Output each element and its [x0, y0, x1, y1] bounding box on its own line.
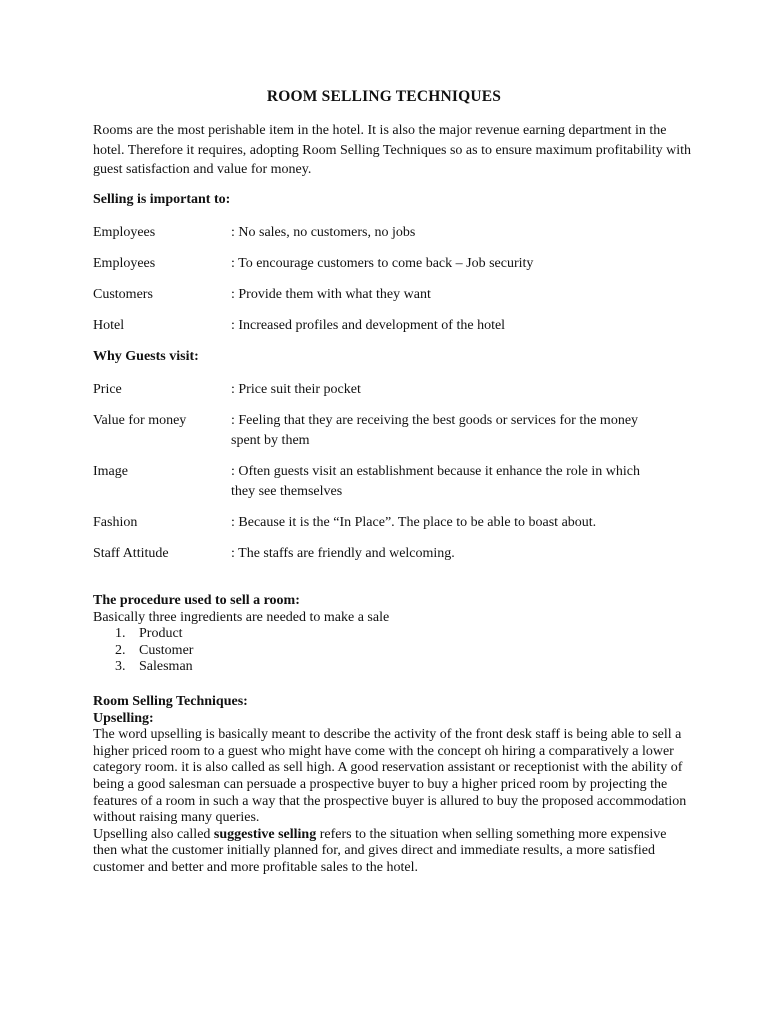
- list-item: [93, 659, 693, 676]
- selling-heading: Selling is important to:: [93, 192, 231, 207]
- selling-term: Employees: [93, 256, 156, 271]
- list-label: Product: [139, 626, 183, 642]
- why-desc: : Because it is the “In Place”. The place to be able to boast about.: [231, 515, 597, 530]
- selling-desc: : Increased profiles and development of the hotel: [231, 318, 506, 333]
- why-term: Fashion: [93, 515, 138, 530]
- list-item: [93, 643, 693, 660]
- page-title: ROOM SELLING TECHNIQUES: [266, 88, 502, 105]
- list-number: 3.: [115, 659, 126, 675]
- procedure-text: Basically three ingredients are needed to make a sale: [93, 609, 390, 625]
- why-desc: : The staffs are friendly and welcoming.: [231, 546, 455, 561]
- list-number: 1.: [115, 626, 126, 642]
- upselling-paragraph: The word upselling is basically meant to describe the activity of the front desk staff is being able to sell a higher priced room to a guest who might have come with the concept oh hiring a comparatively a lower category room. it is also called as sell high. A good reservation assistant or receptionist with the ability of being a good salesman can persuade a prospective buyer to buy a higher priced room by projecting the features of a room in such a way that the prospective buyer is allured to buy the proposed accommodation without raising many queries.: [93, 727, 687, 826]
- suggestive-selling-paragraph: [93, 827, 693, 877]
- why-desc: : Feeling that they are receiving the best goods or services for the money spent by them: [231, 413, 639, 448]
- upselling-heading: Upselling:: [93, 710, 154, 726]
- why-term: Image: [93, 464, 128, 479]
- list-label: Customer: [139, 642, 194, 658]
- why-desc: : Price suit their pocket: [231, 382, 361, 397]
- techniques-heading: Room Selling Techniques:: [93, 694, 248, 709]
- why-term: Price: [93, 382, 122, 397]
- emphasis-text: suggestive selling: [213, 826, 317, 842]
- selling-term: Customers: [93, 287, 153, 302]
- list-number: 2.: [115, 642, 126, 658]
- procedure-section: [93, 593, 693, 676]
- why-term: Staff Attitude: [93, 546, 169, 561]
- ingredients-list: [93, 626, 693, 676]
- why-desc: : Often guests visit an establishment because it enhance the role in which they see themselves: [231, 464, 640, 499]
- selling-desc: : To encourage customers to come back – Job security: [231, 256, 534, 271]
- paragraph-text: refers to the situation when selling something more expensive then what the customer initially planned for, and gives direct and immediate results, a more satisfied customer and better and more profitable sales to the hotel.: [93, 826, 667, 875]
- why-heading: Why Guests visit:: [93, 349, 199, 364]
- selling-desc: : No sales, no customers, no jobs: [231, 225, 416, 240]
- selling-term: Hotel: [93, 318, 125, 333]
- intro-paragraph: Rooms are the most perishable item in the hotel. It is also the major revenue earning department in the hotel. Therefore it requires, adopting Room Selling Techniques so as to ensure maximum profitability with guest satisfaction and value for money.: [93, 123, 692, 177]
- why-term: Value for money: [93, 413, 187, 428]
- selling-desc: : Provide them with what they want: [231, 287, 431, 302]
- list-item: [93, 626, 693, 643]
- list-label: Salesman: [139, 659, 193, 675]
- selling-term: Employees: [93, 225, 156, 240]
- techniques-section: [93, 694, 693, 877]
- paragraph-text: Upselling also called: [93, 826, 214, 842]
- procedure-heading: The procedure used to sell a room:: [93, 593, 300, 608]
